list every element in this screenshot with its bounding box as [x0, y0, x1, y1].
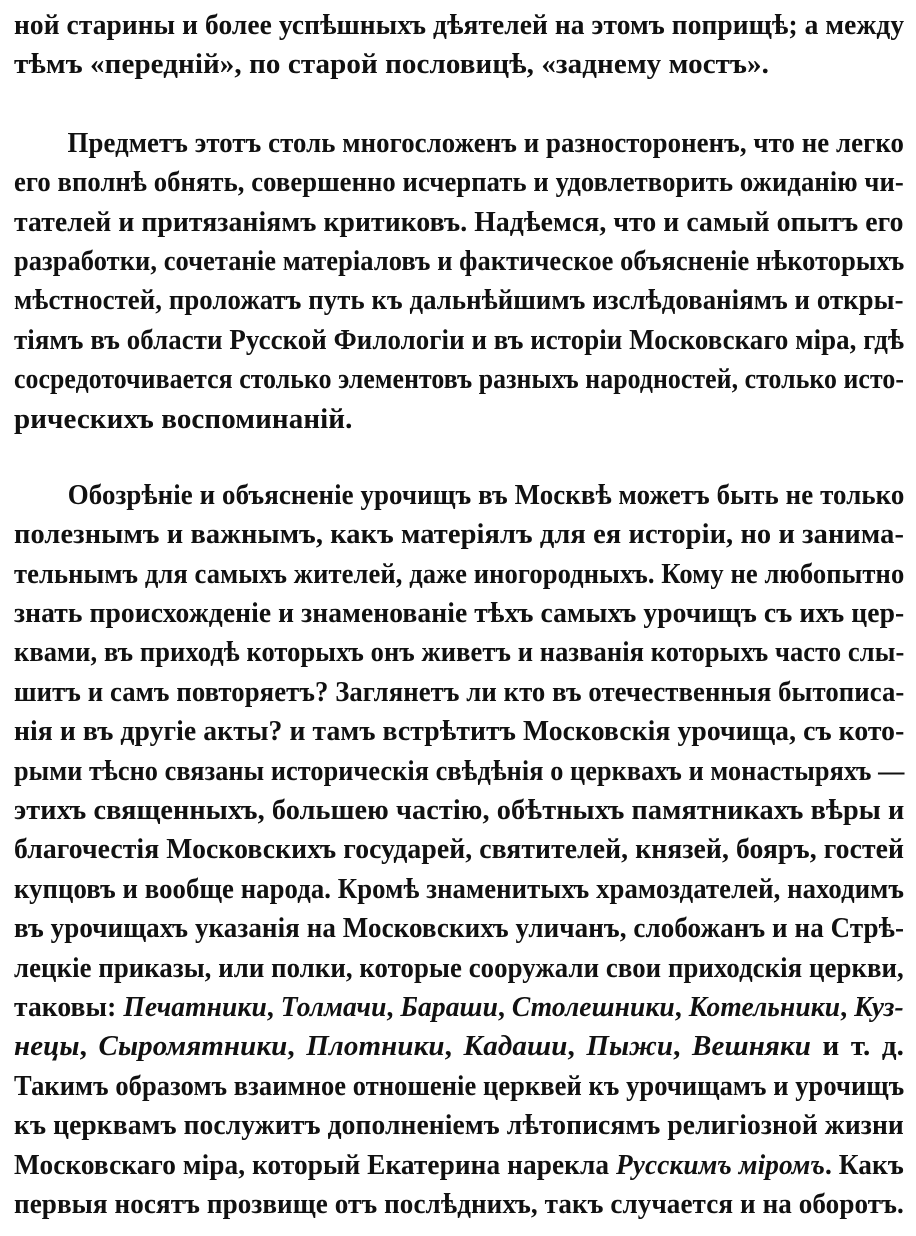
text-line: первыя носятъ прозвище отъ послѣднихъ, такъ случается и на оборотъ. — [14, 1187, 904, 1220]
text-line: мѣстностей, проложатъ путь къ дальнѣйшимъ изслѣдованіямъ и откры- — [14, 284, 904, 317]
text-line: лецкіе приказы, или полки, которые сооружали свои приходскія церкви, — [14, 951, 904, 984]
text-line: купцовъ и вообще народа. Кромѣ знаменитыхъ храмоздателей, находимъ — [14, 872, 905, 905]
text-line: нецы, Сыромятники, Плотники, Кадаши, Пыжи, Вешняки и т. д. — [14, 1030, 904, 1063]
paragraph-gap — [14, 439, 904, 476]
text-line: благочестія Московскихъ государей, святителей, князей, бояръ, гостей — [14, 833, 905, 866]
text-line: полезнымъ и важнымъ, какъ матеріялъ для ея исторіи, но и занима- — [14, 518, 905, 551]
paragraph-3 — [14, 476, 904, 1224]
paragraph-1 — [14, 6, 904, 85]
text-line: рическихъ воспоминаній. — [14, 402, 353, 435]
text-line: Такимъ образомъ взаимное отношеніе церквей къ урочищамъ и урочищъ — [14, 1069, 905, 1102]
text-line: разработки, сочетаніе матеріаловъ и фактическое объясненіе нѣкоторыхъ — [14, 244, 905, 277]
paragraph-gap — [14, 85, 904, 124]
text-line: его вполнѣ обнять, совершенно исчерпать и удовлетворить ожиданію чи- — [14, 166, 904, 199]
text-line: квами, въ приходѣ которыхъ онъ живетъ и названія которыхъ часто слы- — [14, 636, 905, 669]
text-line: тіямъ въ области Русской Филологіи и въ исторіи Московскаго міра, гдѣ — [14, 323, 905, 356]
text-line: къ церквамъ послужитъ дополненіемъ лѣтописямъ религіозной жизни — [14, 1109, 904, 1142]
book-page — [14, 6, 904, 1224]
text-line: таковы: Печатники, Толмачи, Бараши, Столешники, Котельники, Куз- — [14, 990, 904, 1023]
text-line: сосредоточивается столько элементовъ разныхъ народностей, столько исто- — [14, 363, 905, 396]
text-line: шитъ и самъ повторяетъ? Заглянетъ ли кто въ отечественныя бытописа- — [14, 675, 905, 708]
text-line: этихъ священныхъ, большею частію, обѣтныхъ памятникахъ вѣры и — [14, 794, 905, 827]
text-line: Предметъ этотъ столь многосложенъ и разностороненъ, что не легко — [67, 126, 905, 159]
text-line: Обозрѣніе и объясненіе урочищъ въ Москвѣ можетъ быть не только — [67, 478, 905, 511]
text-line: знать происхожденіе и знаменованіе тѣхъ самыхъ урочищъ съ ихъ цер- — [14, 597, 905, 630]
text-line: тѣмъ «передній», по старой пословицѣ, «заднему мостъ». — [14, 48, 769, 81]
text-line: ной старины и более успѣшныхъ дѣятелей на этомъ поприщѣ; а между — [14, 9, 905, 41]
text-line: тельнымъ для самыхъ жителей, даже иногородныхъ. Кому не любопытно — [14, 557, 905, 590]
text-line: въ урочищахъ указанія на Московскихъ уличанъ, слобожанъ и на Стрѣ- — [14, 912, 905, 945]
text-line: нія и въ другіе акты? и тамъ встрѣтитъ Московскія урочища, съ кото- — [14, 715, 905, 748]
paragraph-2 — [14, 124, 904, 439]
text-line: рыми тѣсно связаны историческія свѣдѣнія о церквахъ и монастыряхъ — — [14, 754, 905, 787]
text-line: тателей и притязаніямъ критиковъ. Надѣемся, что и самый опытъ его — [14, 205, 904, 238]
text-line: Московскаго міра, который Екатерина нарекла Русскимъ міромъ. Какъ — [14, 1148, 904, 1181]
